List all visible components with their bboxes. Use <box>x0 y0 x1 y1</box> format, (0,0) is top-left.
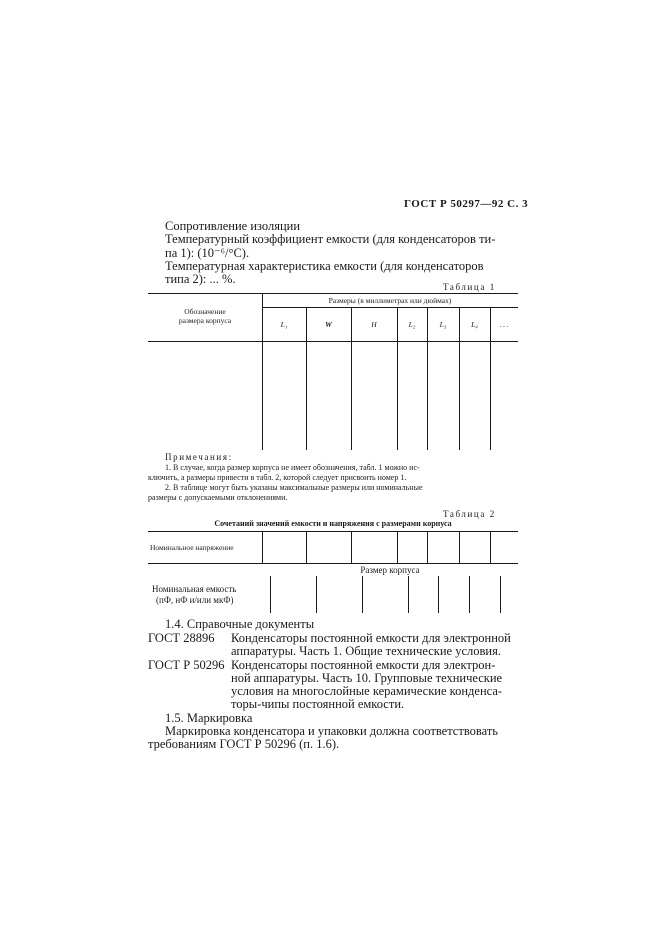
table1-col-L3: L₃ <box>439 320 447 329</box>
table2-capacitance-col-divider <box>438 576 439 613</box>
table1-top-border <box>148 293 518 294</box>
doc2-text-line4: торы-чипы постоянной емкости. <box>231 697 405 711</box>
table1-col-W: W <box>325 320 332 329</box>
table2-capacitance-col-divider <box>316 576 317 613</box>
table1-col-L2: L₂ <box>408 320 416 329</box>
notes-title: Примечания: <box>165 452 233 462</box>
table1-row-header-line1: Обозначение <box>184 307 226 316</box>
temp-characteristic-line: Температурная характеристика емкости (для конденсаторов <box>165 259 484 273</box>
table2-title: Сочетаний значений емкости и напряжения с размерами корпуса <box>214 519 452 528</box>
note-2-line1: 2. В таблице могут быть указаны максимальные размеры или номинальные <box>165 483 423 492</box>
doc1-text-line1: Конденсаторы постоянной емкости для электронной <box>231 631 511 645</box>
temp-coefficient-line-cont: па 1): (10⁻⁶/°С). <box>165 246 250 260</box>
table2-caption: Таблица 2 <box>443 509 496 519</box>
insulation-resistance-line: Сопротивление изоляции <box>165 219 301 233</box>
table2-top-border <box>148 531 518 532</box>
table1-col-L4: L₄ <box>471 320 478 329</box>
table1-caption: Таблица 1 <box>443 282 496 292</box>
temp-coefficient-line: Температурный коэффициент емкости (для конденсаторов ти- <box>165 232 496 246</box>
table2-col-divider <box>427 531 428 563</box>
table1-dims-header: Размеры (в миллиметрах или дюймах) <box>328 296 452 305</box>
table1-row-header-line2: размера корпуса <box>178 316 232 325</box>
table2-voltage-bottom <box>148 563 518 564</box>
marking-line1: Маркировка конденсатора и упаковки должна соответствовать <box>165 724 499 738</box>
table1-col-L1: L₁ <box>280 320 288 329</box>
table1-header-bottom <box>148 341 518 342</box>
doc1-code: ГОСТ 28896 <box>148 631 215 645</box>
table1-col-more: . . . <box>499 320 509 329</box>
marking-line2: требованиям ГОСТ Р 50296 (п. 1.6). <box>148 737 340 751</box>
note-2-line2: размеры с допускаемыми отклонениями. <box>148 493 288 502</box>
table2-capacitance-label-line1: Номинальная емкость <box>152 584 237 594</box>
table2-voltage-label: Номинальное напряжение <box>150 543 234 552</box>
table2-size-label: Размер корпуса <box>360 565 420 575</box>
table2-capacitance-col-divider <box>500 576 501 613</box>
page-header: ГОСТ Р 50297—92 С. 3 <box>404 198 529 210</box>
table2-col-divider <box>397 531 398 563</box>
doc2-text-line3: условия на многослойные керамические конденса- <box>231 684 503 698</box>
table2-col-divider <box>459 531 460 563</box>
note-1-line2: ключить, а размеры привести в табл. 2, которой следует присвоить номер 1. <box>148 473 407 482</box>
table2-col-divider <box>262 531 263 563</box>
table2-col-divider <box>351 531 352 563</box>
note-1-line1: 1. В случае, когда размер корпуса не имеет обозначения, табл. 1 можно ис- <box>165 463 420 472</box>
section-1-4-title: 1.4. Справочные документы <box>165 617 315 631</box>
table2-col-divider <box>306 531 307 563</box>
table1-dims-divider <box>262 307 518 308</box>
doc1-text-line2: аппаратуры. Часть 1. Общие технические условия. <box>231 644 501 658</box>
table2-capacitance-col-divider <box>270 576 271 613</box>
doc2-code: ГОСТ Р 50296 <box>148 658 225 672</box>
table1-col-H: H <box>371 320 377 329</box>
doc2-text-line1: Конденсаторы постоянной емкости для электрон- <box>231 658 496 672</box>
table2-capacitance-col-divider <box>469 576 470 613</box>
table2-capacitance-label-line2: (пФ, нФ и/или мкФ) <box>156 595 234 605</box>
temp-characteristic-line-cont: типа 2): ... %. <box>165 272 236 286</box>
table1-col-divider <box>262 293 263 450</box>
doc2-text-line2: ной аппаратуры. Часть 10. Групповые технические <box>231 671 503 685</box>
section-1-5-title: 1.5. Маркировка <box>165 711 253 725</box>
table2-col-divider <box>490 531 491 563</box>
table2-capacitance-col-divider <box>362 576 363 613</box>
table2-capacitance-col-divider <box>408 576 409 613</box>
